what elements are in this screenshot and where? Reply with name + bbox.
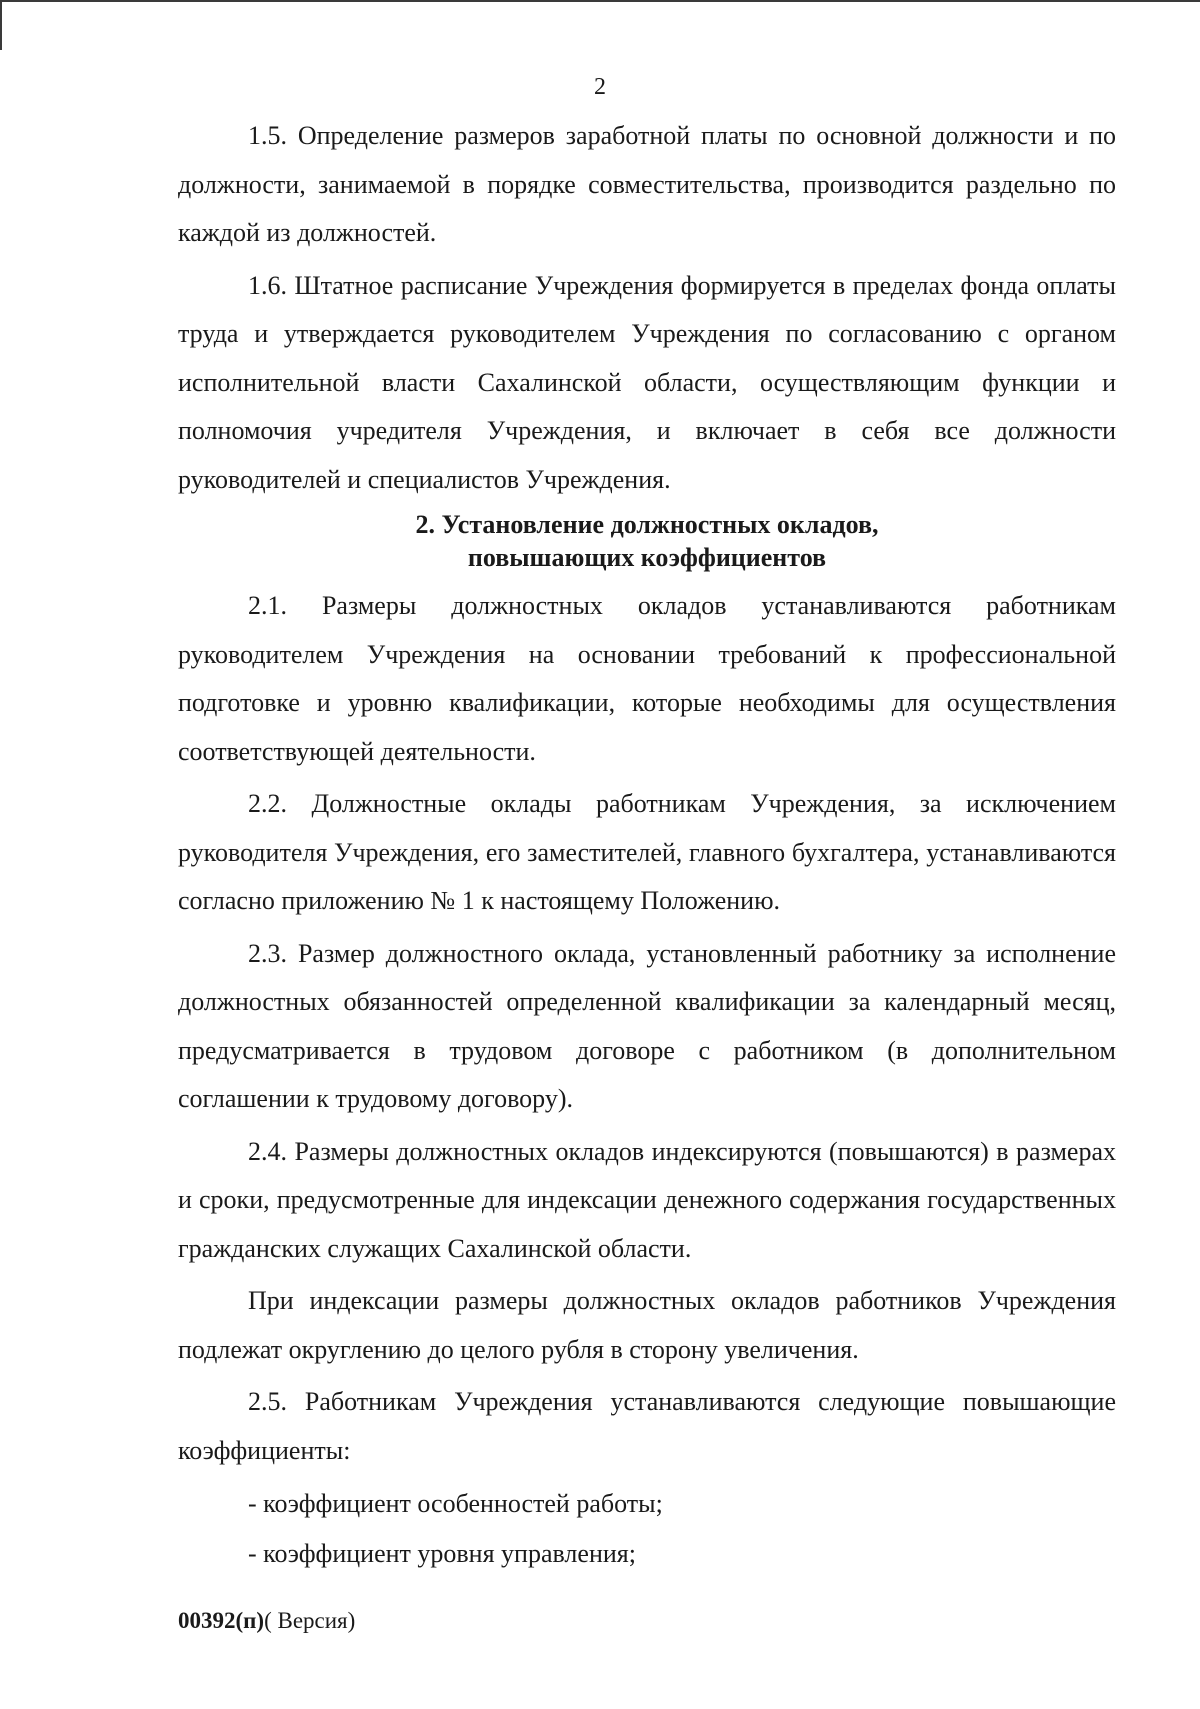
top-border-line xyxy=(0,0,1200,2)
paragraph-2-3: 2.3. Размер должностного оклада, установленный работнику за исполнение должностных обязанностей определенной квалификации за календарный месяц, предусматривается в трудовом договоре с работником (в дополнительном соглашении к трудовому договору). xyxy=(178,938,1116,1113)
document-body xyxy=(178,112,1116,1579)
paragraph-2-5: 2.5. Работникам Учреждения устанавливаются следующие повышающие коэффициенты: xyxy=(178,1387,1116,1465)
document-version: ( Версия) xyxy=(264,1608,356,1633)
section-heading xyxy=(178,508,1116,574)
paragraph-1-5: 1.5. Определение размеров заработной платы по основной должности и по должности, занимаемой в порядке совместительства, производится раздельно по каждой из должностей. xyxy=(178,121,1116,247)
left-border-line xyxy=(0,0,2,50)
paragraph-2-1: 2.1. Размеры должностных окладов устанавливаются работникам руководителем Учреждения на основании требований к профессиональной подготовке и уровню квалификации, которые необходимы для осуществления соответствующей деятельности. xyxy=(178,591,1116,766)
paragraph-1-6: 1.6. Штатное расписание Учреждения формируется в пределах фонда оплаты труда и утверждается руководителем Учреждения по согласованию с органом исполнительной власти Сахалинской области, осуществляющим функции и полномочия учредителя Учреждения, и включает в себя все должности руководителей и специалистов Учреждения. xyxy=(178,270,1116,494)
list-item: - коэффициент особенностей работы; xyxy=(248,1489,663,1518)
paragraph-2-4: 2.4. Размеры должностных окладов индексируются (повышаются) в размерах и сроки, предусмотренные для индексации денежного содержания государственных гражданских служащих Сахалинской области. xyxy=(178,1136,1116,1263)
section-heading-line-2: повышающих коэффициентов xyxy=(467,543,827,572)
section-heading-line-1: 2. Установление должностных окладов, xyxy=(415,510,879,539)
list-item: - коэффициент уровня управления; xyxy=(248,1539,636,1568)
paragraph-2-2: 2.2. Должностные оклады работникам Учреждения, за исключением руководителя Учреждения, его заместителей, главного бухгалтера, устанавливаются согласно приложению № 1 к настоящему Положению. xyxy=(178,789,1116,915)
document-code: 00392(п) xyxy=(178,1608,265,1633)
document-footer xyxy=(178,1608,355,1634)
page-number: 2 xyxy=(594,74,606,100)
paragraph-2-4-indexation: При индексации размеры должностных окладов работников Учреждения подлежат округлению до целого рубля в сторону увеличения. xyxy=(178,1286,1116,1364)
